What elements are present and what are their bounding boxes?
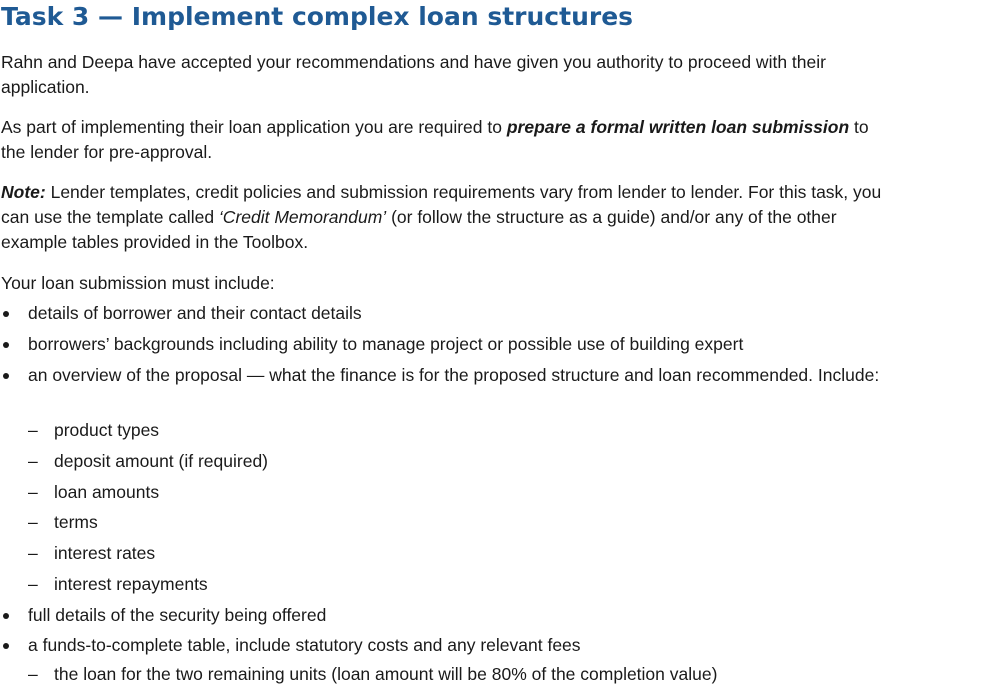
bullet-icon xyxy=(3,613,9,619)
sub-list-item xyxy=(1,662,896,687)
submission-paragraph xyxy=(1,115,896,165)
dash-icon: – xyxy=(28,482,38,502)
sub-list-item-text: loan amounts xyxy=(54,482,160,502)
sub-list-item-text: deposit amount (if required) xyxy=(54,451,268,471)
bullet-icon xyxy=(3,311,9,317)
list-item xyxy=(1,603,896,628)
sub-list-item-text: interest repayments xyxy=(54,574,208,594)
sub-list-item-text: interest rates xyxy=(54,543,156,563)
submission-text-before: As part of implementing their loan application you are required to xyxy=(1,117,507,137)
list-item-text: full details of the security being offered xyxy=(28,605,327,625)
sub-list-item xyxy=(1,541,896,566)
sub-list-item-text: terms xyxy=(54,512,98,532)
list-item-text: an overview of the proposal — what the finance is for the proposed structure and loan recommended. Include: xyxy=(28,365,880,385)
note-template-name: ‘Credit Memorandum’ xyxy=(218,207,387,227)
dash-icon: – xyxy=(28,451,38,471)
dash-icon: – xyxy=(28,512,38,532)
list-item xyxy=(1,301,896,326)
sub-list-item xyxy=(1,418,896,443)
sub-list-item-text: the loan for the two remaining units (loan amount will be 80% of the completion value) xyxy=(54,664,718,684)
note-text-after: (or follow the structure as a guide) and/or any of the other example tables provided in the Toolbox. xyxy=(1,207,837,252)
bullet-icon xyxy=(3,373,9,379)
dash-icon: – xyxy=(28,574,38,594)
dash-icon: – xyxy=(28,664,38,684)
list-item xyxy=(1,332,896,357)
list-item xyxy=(1,363,896,388)
bullet-icon xyxy=(3,643,9,649)
note-label: Note: xyxy=(1,182,46,202)
sub-list-item-text: product types xyxy=(54,420,160,440)
sub-list-item xyxy=(1,572,896,597)
note-paragraph xyxy=(1,180,896,255)
sub-list-item xyxy=(1,449,896,474)
submission-emphasis: prepare a formal written loan submission xyxy=(506,117,850,137)
list-item xyxy=(1,633,896,658)
intro-paragraph: Rahn and Deepa have accepted your recommendations and have given you authority to proceed with their application. xyxy=(1,52,826,97)
sub-list-item xyxy=(1,480,896,505)
list-item-text: borrowers’ backgrounds including ability to manage project or possible use of building expert xyxy=(28,334,744,354)
list-item-text: details of borrower and their contact details xyxy=(28,303,362,323)
sub-list-item xyxy=(1,510,896,535)
list-intro: Your loan submission must include: xyxy=(1,273,275,293)
dash-icon: – xyxy=(28,543,38,563)
bullet-icon xyxy=(3,342,9,348)
note-text-before: Lender templates, credit policies and submission requirements vary from lender to lender. For this task, you can use the template called xyxy=(1,182,882,227)
page-title: Task 3 — Implement complex loan structures xyxy=(1,2,634,31)
dash-icon: – xyxy=(28,420,38,440)
submission-text-after: to the lender for pre-approval. xyxy=(1,117,869,162)
list-item-text: a funds-to-complete table, include statutory costs and any relevant fees xyxy=(28,635,581,655)
